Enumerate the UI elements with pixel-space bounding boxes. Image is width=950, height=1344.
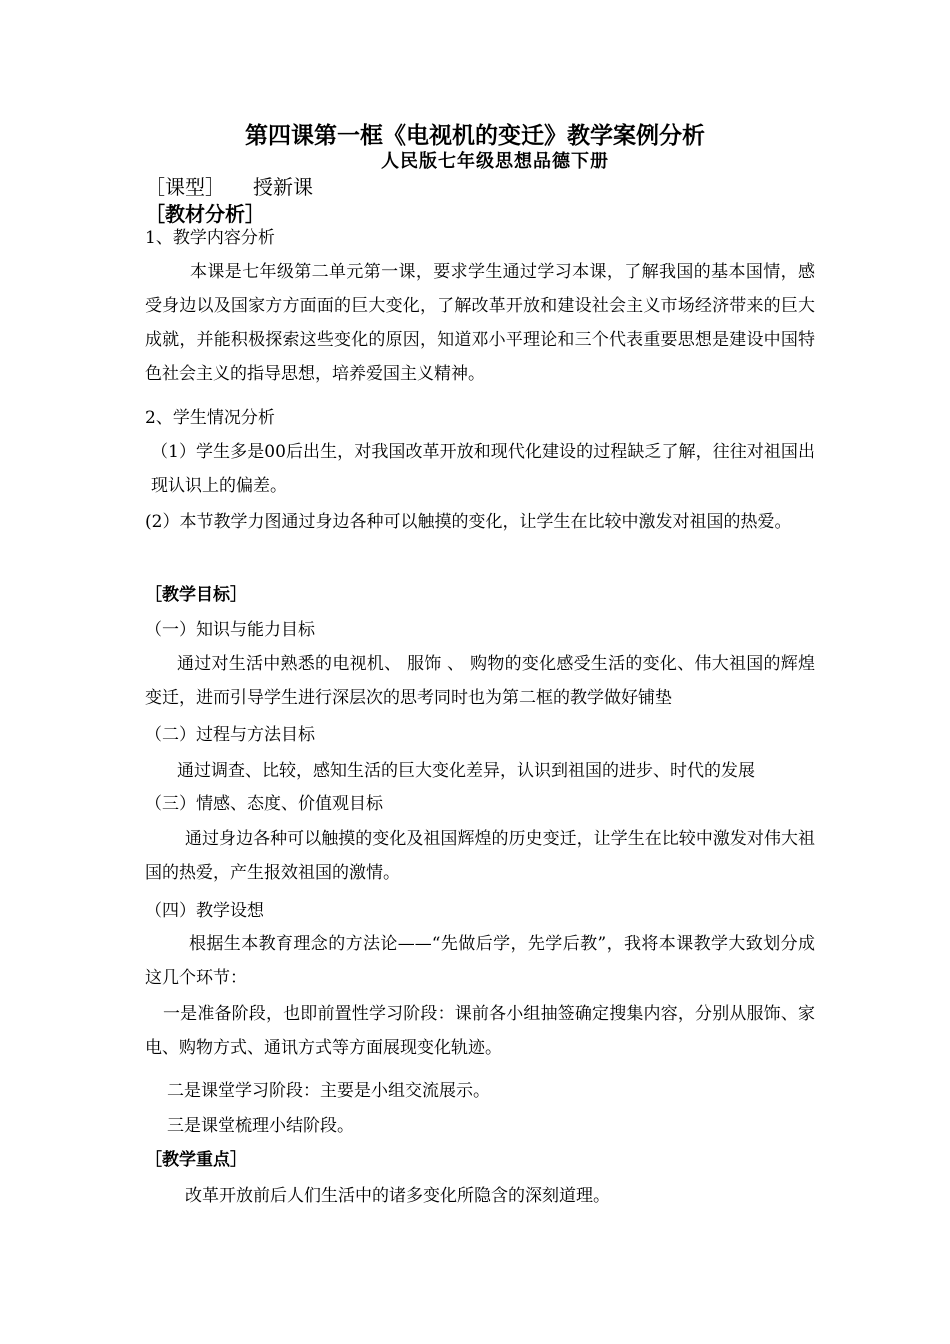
key-points-text: 改革开放前后人们生活中的诸多变化所隐含的深刻道理。 [185,1186,610,1206]
emotion-goal-heading: （三）情感、态度、价值观目标 [145,794,383,814]
course-type-line [145,172,815,202]
student-point-2: (2）本节教学力图通过身边各种可以触摸的变化，让学生在比较中激发对祖国的热爱。 [145,512,792,532]
course-type-value: 授新课 [253,175,313,199]
emotion-goal-text: 通过身边各种可以触摸的变化及祖国辉煌的历史变迁，让学生在比较中激发对伟大祖国的热爱，产生报效祖国的激情。 [145,829,815,883]
knowledge-goal-text: 通过对生活中熟悉的电视机、 服饰 、 购物的变化感受生活的变化、伟大祖国的辉煌变迁，进而引导学生进行深层次的思考同时也为第二框的教学做好铺垫 [145,654,815,708]
course-type-label: ［课型］ [145,175,225,199]
process-goal-text: 通过调查、比较，感知生活的巨大变化差异，认识到祖国的进步、时代的发展 [177,761,755,781]
teaching-stage-1: 一是准备阶段，也即前置性学习阶段：课前各小组抽签确定搜集内容，分别从服饰、家电、购物方式、通讯方式等方面展现变化轨迹。 [145,1004,815,1058]
student-point-1: （1）学生多是00后出生，对我国改革开放和现代化建设的过程缺乏了解，往往对祖国出现认识上的偏差。 [151,442,815,496]
document-subtitle: 人民版七年级思想品德下册 [381,151,609,172]
key-points-heading: ［教学重点］ [145,1150,247,1170]
teaching-design-text: 根据生本教育理念的方法论——“先做后学，先学后教”，我将本课教学大致划分成这几个环节： [145,934,815,988]
knowledge-goal-heading: （一）知识与能力目标 [145,620,315,640]
teaching-design-heading: （四）教学设想 [145,901,264,921]
textbook-analysis-heading: ［教材分析］ [145,202,265,226]
teaching-stage-3: 三是课堂梳理小结阶段。 [167,1116,354,1136]
process-goal-heading: （二）过程与方法目标 [145,725,315,745]
content-analysis-paragraph: 本课是七年级第二单元第一课，要求学生通过学习本课，了解我国的基本国情，感受身边以及国家方方面面的巨大变化，了解改革开放和建设社会主义市场经济带来的巨大成就，并能积极探索这些变化的原因，知道邓小平理论和三个代表重要思想是建设中国特色社会主义的指导思想，培养爱国主义精神。 [145,262,815,384]
teaching-goals-heading: ［教学目标］ [145,585,247,605]
teaching-stage-2: 二是课堂学习阶段：主要是小组交流展示。 [167,1081,490,1101]
document-title: 第四课第一框《电视机的变迁》教学案例分析 [245,122,705,149]
content-analysis-heading: 1、教学内容分析 [145,228,275,248]
student-analysis-heading: 2、学生情况分析 [145,408,275,428]
